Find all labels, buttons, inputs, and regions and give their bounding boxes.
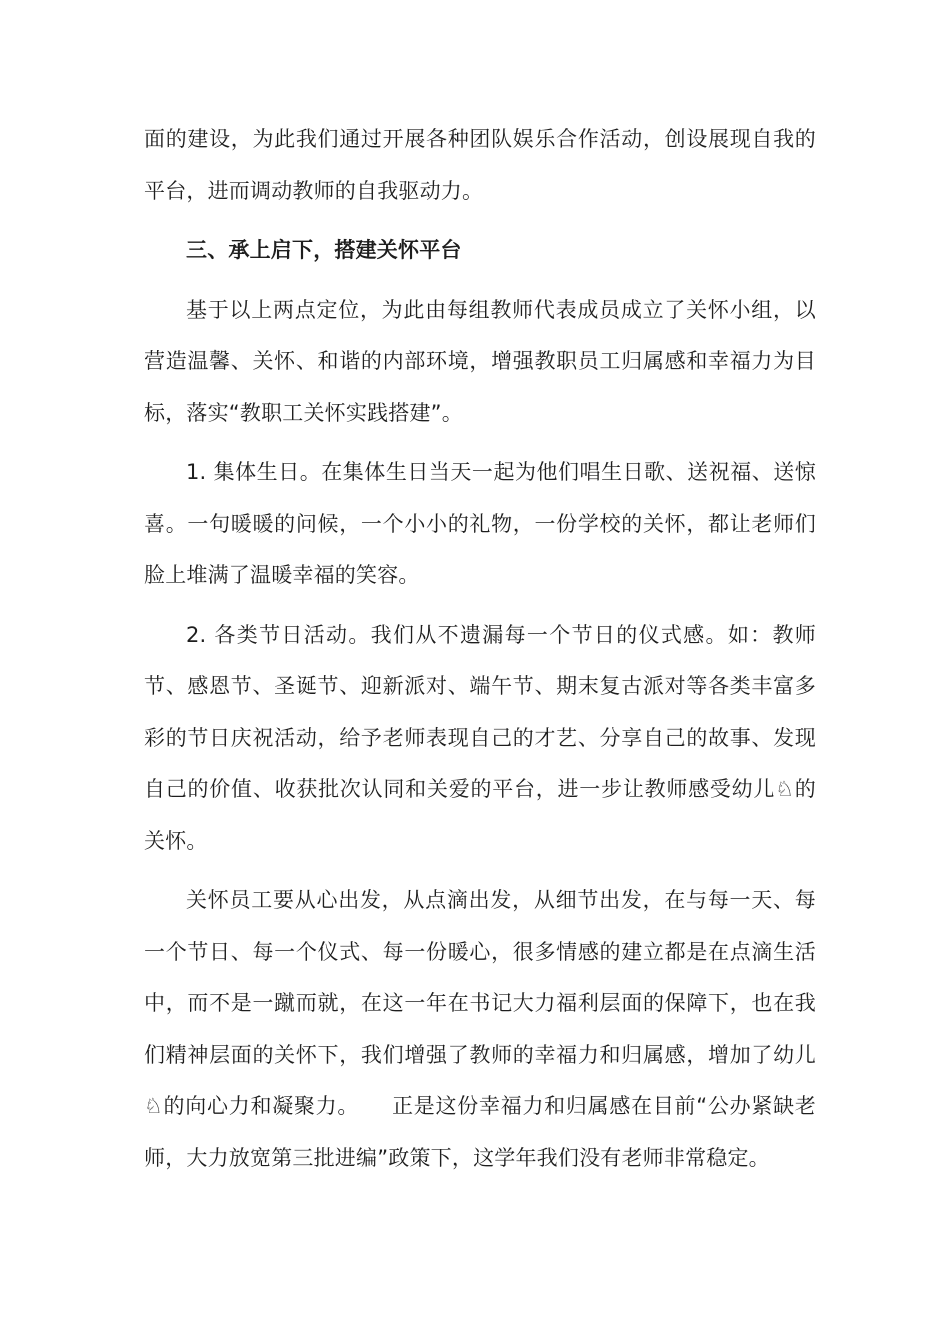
section-heading: 三、承上启下，搭建关怀平台 xyxy=(186,238,462,262)
paragraph-intro: 基于以上两点定位，为此由每组教师代表成员成立了关怀小组，以营造温馨、关怀、和谐的内部环境，增强教职员工归属感和幸福力为目标，落实“教职工关怀实践搭建”。 xyxy=(144,297,816,425)
body-text xyxy=(144,114,816,1192)
paragraph-conclusion: 关怀员工要从心出发，从点滴出发，从细节出发，在与每一天、每一个节日、每一个仪式、每一份暖心，很多情感的建立都是在点滴生活中，而不是一蹴而就，在这一年在书记大力福利层面的保障下，也在我们精神层面的关怀下，我们增强了教师的幸福力和归属感，增加了幼儿♘的向心力和凝聚力。 正是这份幸福力和归属感在目前“公办紧缺老师，大力放宽第三批进编”政策下，这学年我们没有老师非常稳定。 xyxy=(144,888,816,1170)
paragraph-continuation: 面的建设，为此我们通过开展各种团队娱乐合作活动，创设展现自我的平台，进而调动教师的自我驱动力。 xyxy=(144,127,816,203)
paragraph-item-2: 2. 各类节日活动。我们从不遗漏每一个节日的仪式感。如：教师节、感恩节、圣诞节、迎新派对、端午节、期末复古派对等各类丰富多彩的节日庆祝活动，给予老师表现自己的才艺、分享自己的故事、发现自己的价值、收获批次认同和关爱的平台，进一步让教师感受幼儿♘的关怀。 xyxy=(144,622,816,853)
paragraph-item-1: 1. 集体生日。在集体生日当天一起为他们唱生日歌、送祝福、送惊喜。一句暖暖的问候，一个小小的礼物，一份学校的关怀，都让老师们脸上堆满了温暖幸福的笑容。 xyxy=(144,460,816,587)
